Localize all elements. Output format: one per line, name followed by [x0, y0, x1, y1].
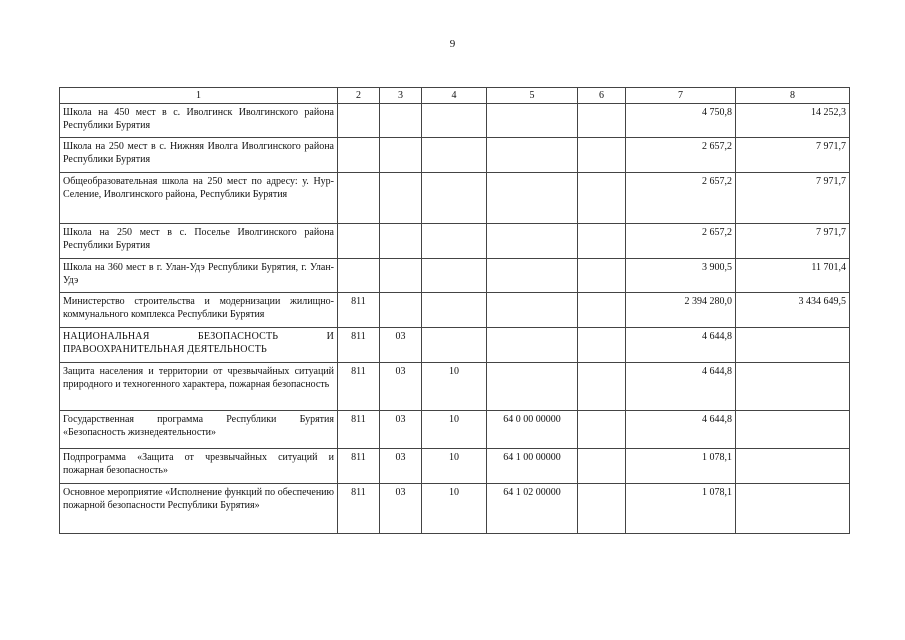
table-row — [60, 328, 850, 363]
row-amount-col7: 2 394 280,0 — [626, 293, 736, 328]
row-target-code: 64 1 00 00000 — [487, 449, 578, 484]
row-amount-col8 — [736, 449, 850, 484]
row-target-code — [487, 173, 578, 224]
row-amount-col8: 14 252,3 — [736, 104, 850, 138]
row-ministry-code — [338, 224, 380, 259]
table-row — [60, 449, 850, 484]
row-ministry-code — [338, 259, 380, 293]
row-amount-col7: 4 644,8 — [626, 411, 736, 449]
row-name: Министерство строительства и модернизации жилищно-коммунального комплекса Республики Бурятия — [60, 293, 338, 328]
row-expense-type — [578, 293, 626, 328]
row-subsection-code — [422, 328, 487, 363]
row-subsection-code — [422, 293, 487, 328]
row-ministry-code — [338, 173, 380, 224]
row-amount-col7: 2 657,2 — [626, 138, 736, 173]
row-subsection-code: 10 — [422, 484, 487, 534]
row-subsection-code: 10 — [422, 363, 487, 411]
row-section-code — [380, 173, 422, 224]
header-col-5: 5 — [487, 88, 578, 104]
table-row — [60, 293, 850, 328]
row-subsection-code — [422, 224, 487, 259]
table-row — [60, 411, 850, 449]
table-row — [60, 173, 850, 224]
table-row — [60, 259, 850, 293]
row-target-code — [487, 328, 578, 363]
row-amount-col8: 3 434 649,5 — [736, 293, 850, 328]
row-expense-type — [578, 173, 626, 224]
header-col-1: 1 — [60, 88, 338, 104]
table-row — [60, 224, 850, 259]
row-ministry-code — [338, 138, 380, 173]
header-row — [60, 88, 850, 104]
row-amount-col7: 4 644,8 — [626, 363, 736, 411]
row-section-code — [380, 224, 422, 259]
row-amount-col8 — [736, 411, 850, 449]
row-amount-col8 — [736, 328, 850, 363]
row-expense-type — [578, 259, 626, 293]
row-name: Основное мероприятие «Исполнение функций по обеспечению пожарной безопасности Республики Бурятия» — [60, 484, 338, 534]
row-amount-col7: 4 750,8 — [626, 104, 736, 138]
row-subsection-code — [422, 259, 487, 293]
row-section-code: 03 — [380, 484, 422, 534]
row-amount-col8 — [736, 484, 850, 534]
row-ministry-code: 811 — [338, 293, 380, 328]
row-amount-col8: 7 971,7 — [736, 224, 850, 259]
row-subsection-code — [422, 104, 487, 138]
row-subsection-code: 10 — [422, 449, 487, 484]
row-target-code — [487, 138, 578, 173]
row-name: Общеобразовательная школа на 250 мест по адресу: у. Нур-Селение, Иволгинского района, Республики Бурятия — [60, 173, 338, 224]
row-expense-type — [578, 224, 626, 259]
row-ministry-code: 811 — [338, 363, 380, 411]
row-name: Подпрограмма «Защита от чрезвычайных ситуаций и пожарная безопасность» — [60, 449, 338, 484]
budget-table — [59, 87, 850, 534]
table-row — [60, 484, 850, 534]
row-target-code — [487, 259, 578, 293]
row-target-code — [487, 224, 578, 259]
row-amount-col7: 1 078,1 — [626, 484, 736, 534]
table-body — [60, 104, 850, 534]
row-amount-col8: 7 971,7 — [736, 173, 850, 224]
row-ministry-code: 811 — [338, 484, 380, 534]
row-name: Школа на 250 мест в с. Поселье Иволгинского района Республики Бурятия — [60, 224, 338, 259]
row-section-code: 03 — [380, 449, 422, 484]
row-section-code — [380, 259, 422, 293]
row-expense-type — [578, 138, 626, 173]
row-target-code: 64 0 00 00000 — [487, 411, 578, 449]
row-target-code — [487, 363, 578, 411]
header-col-8: 8 — [736, 88, 850, 104]
row-subsection-code — [422, 138, 487, 173]
row-amount-col8: 7 971,7 — [736, 138, 850, 173]
row-name: Школа на 360 мест в г. Улан-Удэ Республики Бурятия, г. Улан-Удэ — [60, 259, 338, 293]
row-expense-type — [578, 363, 626, 411]
row-amount-col7: 1 078,1 — [626, 449, 736, 484]
header-col-3: 3 — [380, 88, 422, 104]
row-expense-type — [578, 484, 626, 534]
row-section-code — [380, 293, 422, 328]
row-ministry-code — [338, 104, 380, 138]
table-row — [60, 104, 850, 138]
row-expense-type — [578, 328, 626, 363]
row-subsection-code — [422, 173, 487, 224]
header-col-2: 2 — [338, 88, 380, 104]
row-section-code: 03 — [380, 363, 422, 411]
row-expense-type — [578, 449, 626, 484]
row-name: НАЦИОНАЛЬНАЯ БЕЗОПАСНОСТЬ И ПРАВООХРАНИТЕЛЬНАЯ ДЕЯТЕЛЬНОСТЬ — [60, 328, 338, 363]
row-section-code — [380, 104, 422, 138]
header-col-4: 4 — [422, 88, 487, 104]
row-ministry-code: 811 — [338, 449, 380, 484]
row-name: Защита населения и территории от чрезвычайных ситуаций природного и техногенного характера, пожарная безопасность — [60, 363, 338, 411]
header-col-7: 7 — [626, 88, 736, 104]
table-row — [60, 363, 850, 411]
row-expense-type — [578, 411, 626, 449]
row-name: Государственная программа Республики Бурятия «Безопасность жизнедеятельности» — [60, 411, 338, 449]
page-number: 9 — [449, 38, 456, 50]
row-target-code: 64 1 02 00000 — [487, 484, 578, 534]
row-section-code — [380, 138, 422, 173]
table-row — [60, 138, 850, 173]
row-ministry-code: 811 — [338, 328, 380, 363]
header-col-6: 6 — [578, 88, 626, 104]
row-target-code — [487, 293, 578, 328]
row-expense-type — [578, 104, 626, 138]
row-amount-col7: 3 900,5 — [626, 259, 736, 293]
row-amount-col8: 11 701,4 — [736, 259, 850, 293]
row-name: Школа на 250 мест в с. Нижняя Иволга Иволгинского района Республики Бурятия — [60, 138, 338, 173]
row-target-code — [487, 104, 578, 138]
row-subsection-code: 10 — [422, 411, 487, 449]
row-section-code: 03 — [380, 411, 422, 449]
row-amount-col7: 2 657,2 — [626, 173, 736, 224]
row-amount-col7: 4 644,8 — [626, 328, 736, 363]
row-name: Школа на 450 мест в с. Иволгинск Иволгинского района Республики Бурятия — [60, 104, 338, 138]
row-amount-col7: 2 657,2 — [626, 224, 736, 259]
row-ministry-code: 811 — [338, 411, 380, 449]
row-amount-col8 — [736, 363, 850, 411]
row-section-code: 03 — [380, 328, 422, 363]
